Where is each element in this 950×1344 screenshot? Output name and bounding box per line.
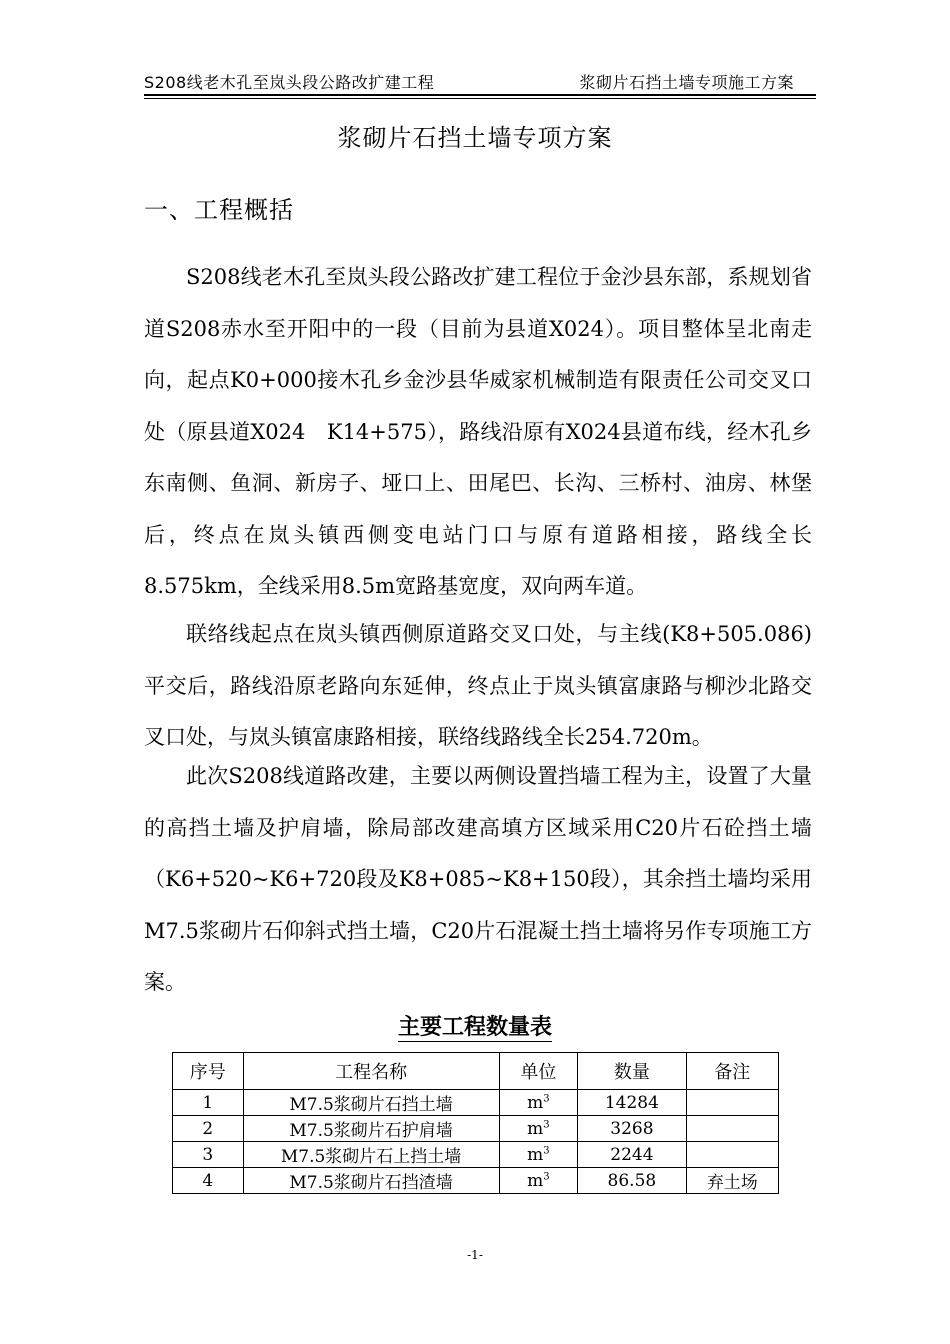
paragraph-connector-line: 联络线起点在岚头镇西侧原道路交叉口处，与主线(K8+505.086)平交后，路线沿原老路向东延伸，终点止于岚头镇富康路与柳沙北路交叉口处，与岚头镇富康路相接，联络线路线全长254.720m。: [144, 622, 812, 749]
table-title-text: 主要工程数量表: [397, 1014, 552, 1040]
unit-text: m: [527, 1144, 544, 1165]
quantity-table: [172, 1052, 779, 1194]
section-heading: 一、工程概括: [144, 196, 294, 224]
header-cell-note: 备注: [686, 1053, 778, 1090]
unit-superscript: 3: [543, 1170, 550, 1182]
cell-no: 1: [173, 1090, 244, 1116]
cell-note: [686, 1090, 778, 1116]
table-title: [0, 1010, 950, 1041]
table-row: [173, 1142, 779, 1168]
unit-text: m: [527, 1092, 544, 1113]
cell-note: [686, 1116, 778, 1142]
page-number: -1-: [467, 1248, 483, 1262]
page-header: [144, 66, 816, 94]
cell-unit: [499, 1142, 578, 1168]
cell-note: [686, 1142, 778, 1168]
unit-text: m: [527, 1118, 544, 1139]
table-header-row: [173, 1053, 779, 1090]
table-row: [173, 1090, 779, 1116]
cell-name: M7.5浆砌片石护肩墙: [243, 1116, 499, 1142]
cell-quantity: 2244: [578, 1142, 687, 1168]
cell-note: 弃土场: [686, 1168, 778, 1194]
header-cell-quantity: 数量: [578, 1053, 687, 1090]
cell-unit: [499, 1168, 578, 1194]
table-row: [173, 1168, 779, 1194]
paragraph-retaining-walls: 此次S208线道路改建，主要以两侧设置挡墙工程为主，设置了大量的高挡土墙及护肩墙，除局部改建高填方区域采用C20片石砼挡土墙（K6+520~K6+720段及K8+085~K8+150段），其余挡土墙均采用M7.5浆砌片石仰斜式挡土墙，C20片石混凝土挡土墙将另作专项施工方案。: [144, 764, 812, 994]
cell-name: M7.5浆砌片石挡渣墙: [243, 1168, 499, 1194]
cell-name: M7.5浆砌片石上挡土墙: [243, 1142, 499, 1168]
header-cell-name: 工程名称: [243, 1053, 499, 1090]
cell-quantity: 14284: [578, 1090, 687, 1116]
table-row: [173, 1116, 779, 1142]
paragraph-overview: S208线老木孔至岚头段公路改扩建工程位于金沙县东部，系规划省道S208赤水至开阳中的一段（目前为县道X024）。项目整体呈北南走向，起点K0+000接木孔乡金沙县华威家机械制造有限责任公司交叉口处（原县道X024 K14+575），路线沿原有X024县道布线，经木孔乡东南侧、鱼洞、新房子、垭口上、田尾巴、长沟、三桥村、油房、林堡后，终点在岚头镇西侧变电站门口与原有道路相接，路线全长8.575km，全线采用8.5m宽路基宽度，双向两车道。: [144, 265, 812, 598]
header-cell-unit: 单位: [499, 1053, 578, 1090]
cell-no: 2: [173, 1116, 244, 1142]
cell-no: 3: [173, 1142, 244, 1168]
header-document-name: 浆砌片石挡土墙专项施工方案: [579, 73, 794, 92]
header-cell-no: 序号: [173, 1053, 244, 1090]
header-rule-thick: [144, 94, 816, 96]
cell-quantity: 86.58: [578, 1168, 687, 1194]
unit-superscript: 3: [543, 1118, 550, 1130]
document-title: 浆砌片石挡土墙专项方案: [337, 124, 613, 152]
header-project-name: S208线老木孔至岚头段公路改扩建工程: [144, 73, 435, 92]
unit-superscript: 3: [543, 1144, 550, 1156]
cell-no: 4: [173, 1168, 244, 1194]
cell-unit: [499, 1090, 578, 1116]
cell-name: M7.5浆砌片石挡土墙: [243, 1090, 499, 1116]
cell-unit: [499, 1116, 578, 1142]
unit-superscript: 3: [543, 1092, 550, 1104]
header-rule-thin: [144, 98, 816, 99]
cell-quantity: 3268: [578, 1116, 687, 1142]
unit-text: m: [527, 1170, 544, 1191]
